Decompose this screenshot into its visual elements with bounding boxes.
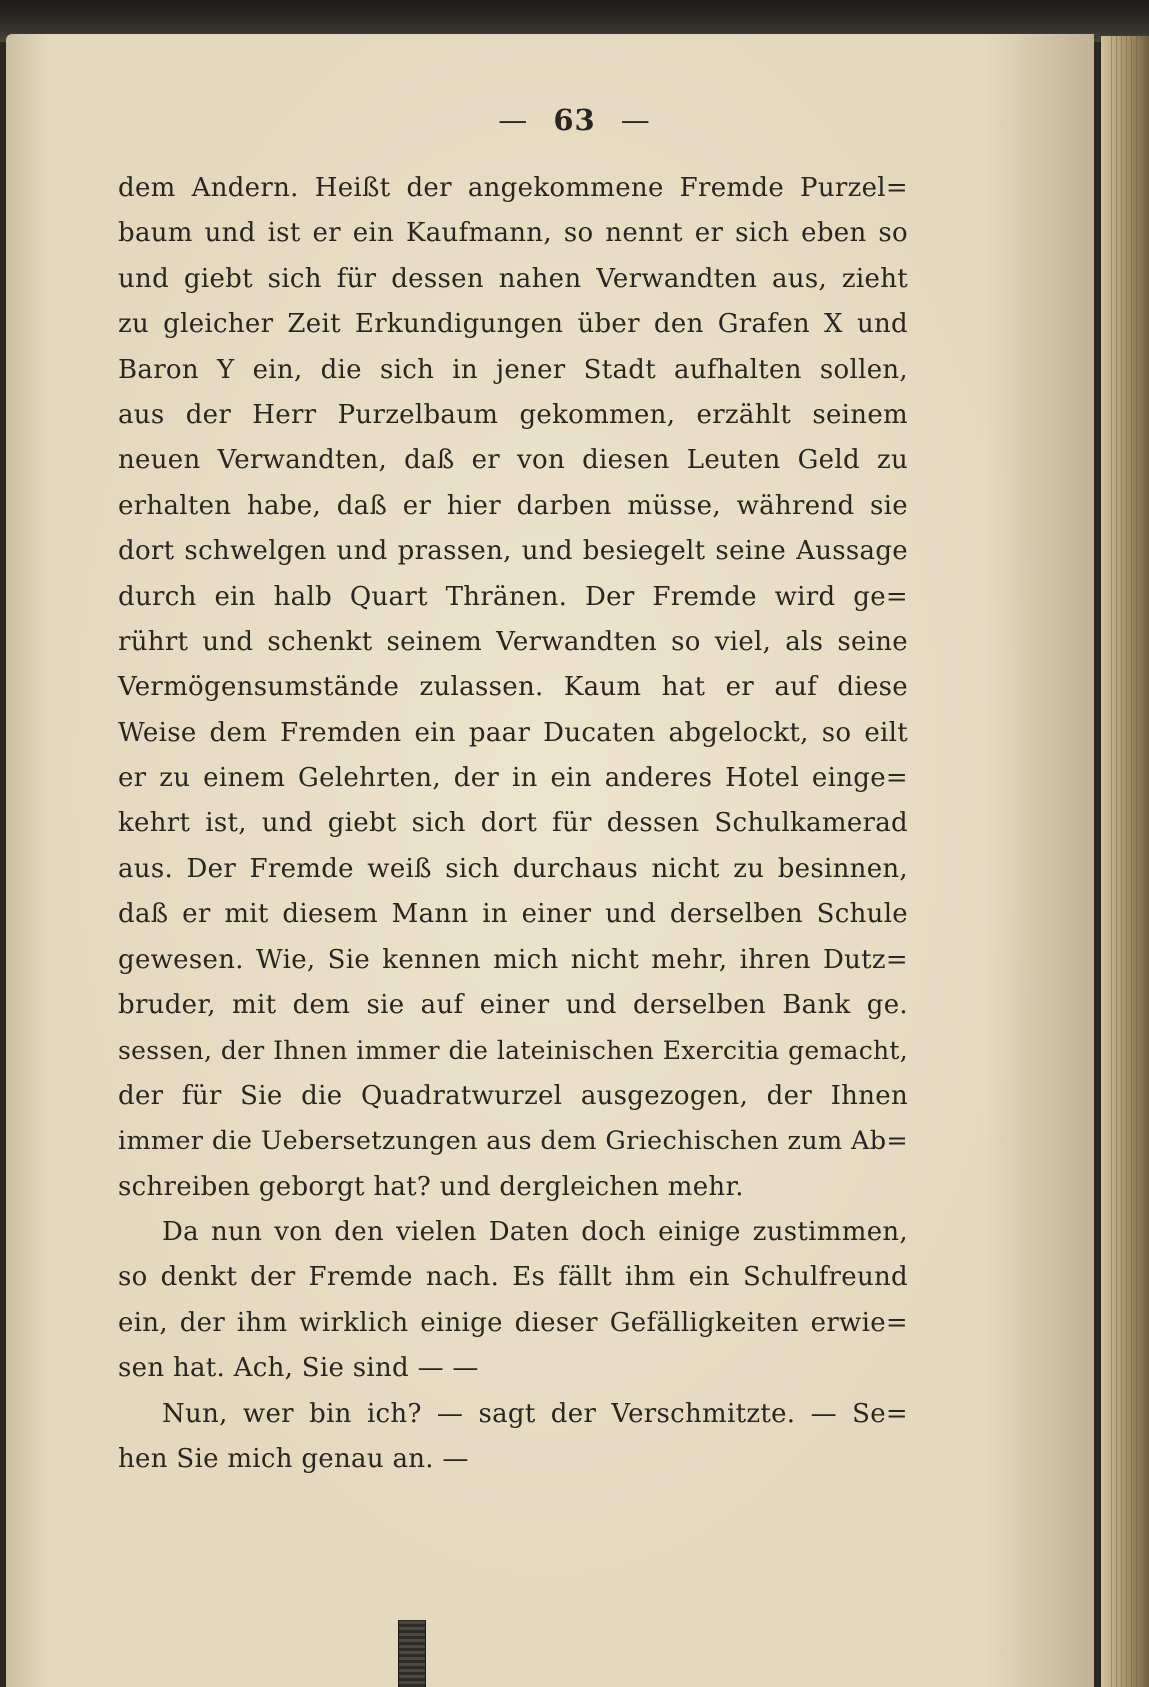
text-line: Da nun von den vielen Daten doch einige zustimmen,: [162, 1216, 908, 1247]
text-line: Nun, wer bin ich? — sagt der Verschmitzte. — Se=: [162, 1398, 908, 1429]
text-line: sessen, der Ihnen immer die lateinischen Exercitia gemacht,: [118, 1036, 908, 1066]
text-line: erhalten habe, daß er hier darben müsse, während sie: [118, 490, 908, 521]
text-line: kehrt ist, und giebt sich dort für dessen Schulkamerad: [118, 808, 908, 839]
text-line: dort schwelgen und prassen, und besiegelt seine Aussage: [118, 536, 908, 567]
text-line: daß er mit diesem Mann in einer und derselben Schule: [118, 899, 908, 930]
text-line: aus der Herr Purzelbaum gekommen, erzählt seinem: [118, 399, 908, 430]
text-line: immer die Uebersetzungen aus dem Griechischen zum Ab=: [118, 1126, 908, 1157]
text-line: rührt und schenkt seinem Verwandten so viel, als seine: [118, 626, 908, 657]
header-dash-left: —: [498, 103, 529, 137]
text-line: so denkt der Fremde nach. Es fällt ihm ein Schulfreund: [118, 1262, 908, 1293]
text-line: er zu einem Gelehrten, der in ein anderes Hotel einge=: [118, 763, 908, 794]
page-edge-stack: [1111, 36, 1141, 1687]
text-line: aus. Der Fremde weiß sich durchaus nicht zu besinnen,: [118, 853, 908, 884]
bookmark-ribbon: [398, 1620, 426, 1687]
text-line: neuen Verwandten, daß er von diesen Leuten Geld zu: [118, 445, 908, 476]
text-line: ein, der ihm wirklich einige dieser Gefälligkeiten erwie=: [118, 1307, 908, 1338]
text-line: und giebt sich für dessen nahen Verwandten aus, zieht: [118, 263, 908, 294]
text-line: bruder, mit dem sie auf einer und derselben Bank ge.: [118, 990, 908, 1021]
text-line: Weise dem Fremden ein paar Ducaten abgelockt, so eilt: [118, 717, 908, 748]
page-number: 63: [553, 103, 596, 137]
text-line: gewesen. Wie, Sie kennen mich nicht mehr, ihren Dutz=: [118, 944, 908, 975]
page-header: [0, 103, 1149, 137]
body-text: [118, 166, 908, 1482]
text-line: der für Sie die Quadratwurzel ausgezogen, der Ihnen: [118, 1080, 908, 1111]
text-line: hen Sie mich genau an. —: [118, 1443, 469, 1474]
text-line: dem Andern. Heißt der angekommene Fremde Purzel=: [118, 173, 908, 203]
text-line: Baron Y ein, die sich in jener Stadt aufhalten sollen,: [118, 354, 908, 385]
text-line: Vermögensumstände zulassen. Kaum hat er auf diese: [118, 672, 908, 703]
text-line: zu gleicher Zeit Erkundigungen über den Grafen X und: [118, 309, 908, 340]
text-line: baum und ist er ein Kaufmann, so nennt er sich eben so: [118, 218, 908, 249]
text-line: schreiben geborgt hat? und dergleichen mehr.: [118, 1171, 744, 1202]
header-dash-right: —: [620, 103, 651, 137]
text-line: durch ein halb Quart Thränen. Der Fremde wird ge=: [118, 581, 908, 612]
text-line: sen hat. Ach, Sie sind — —: [118, 1353, 479, 1384]
